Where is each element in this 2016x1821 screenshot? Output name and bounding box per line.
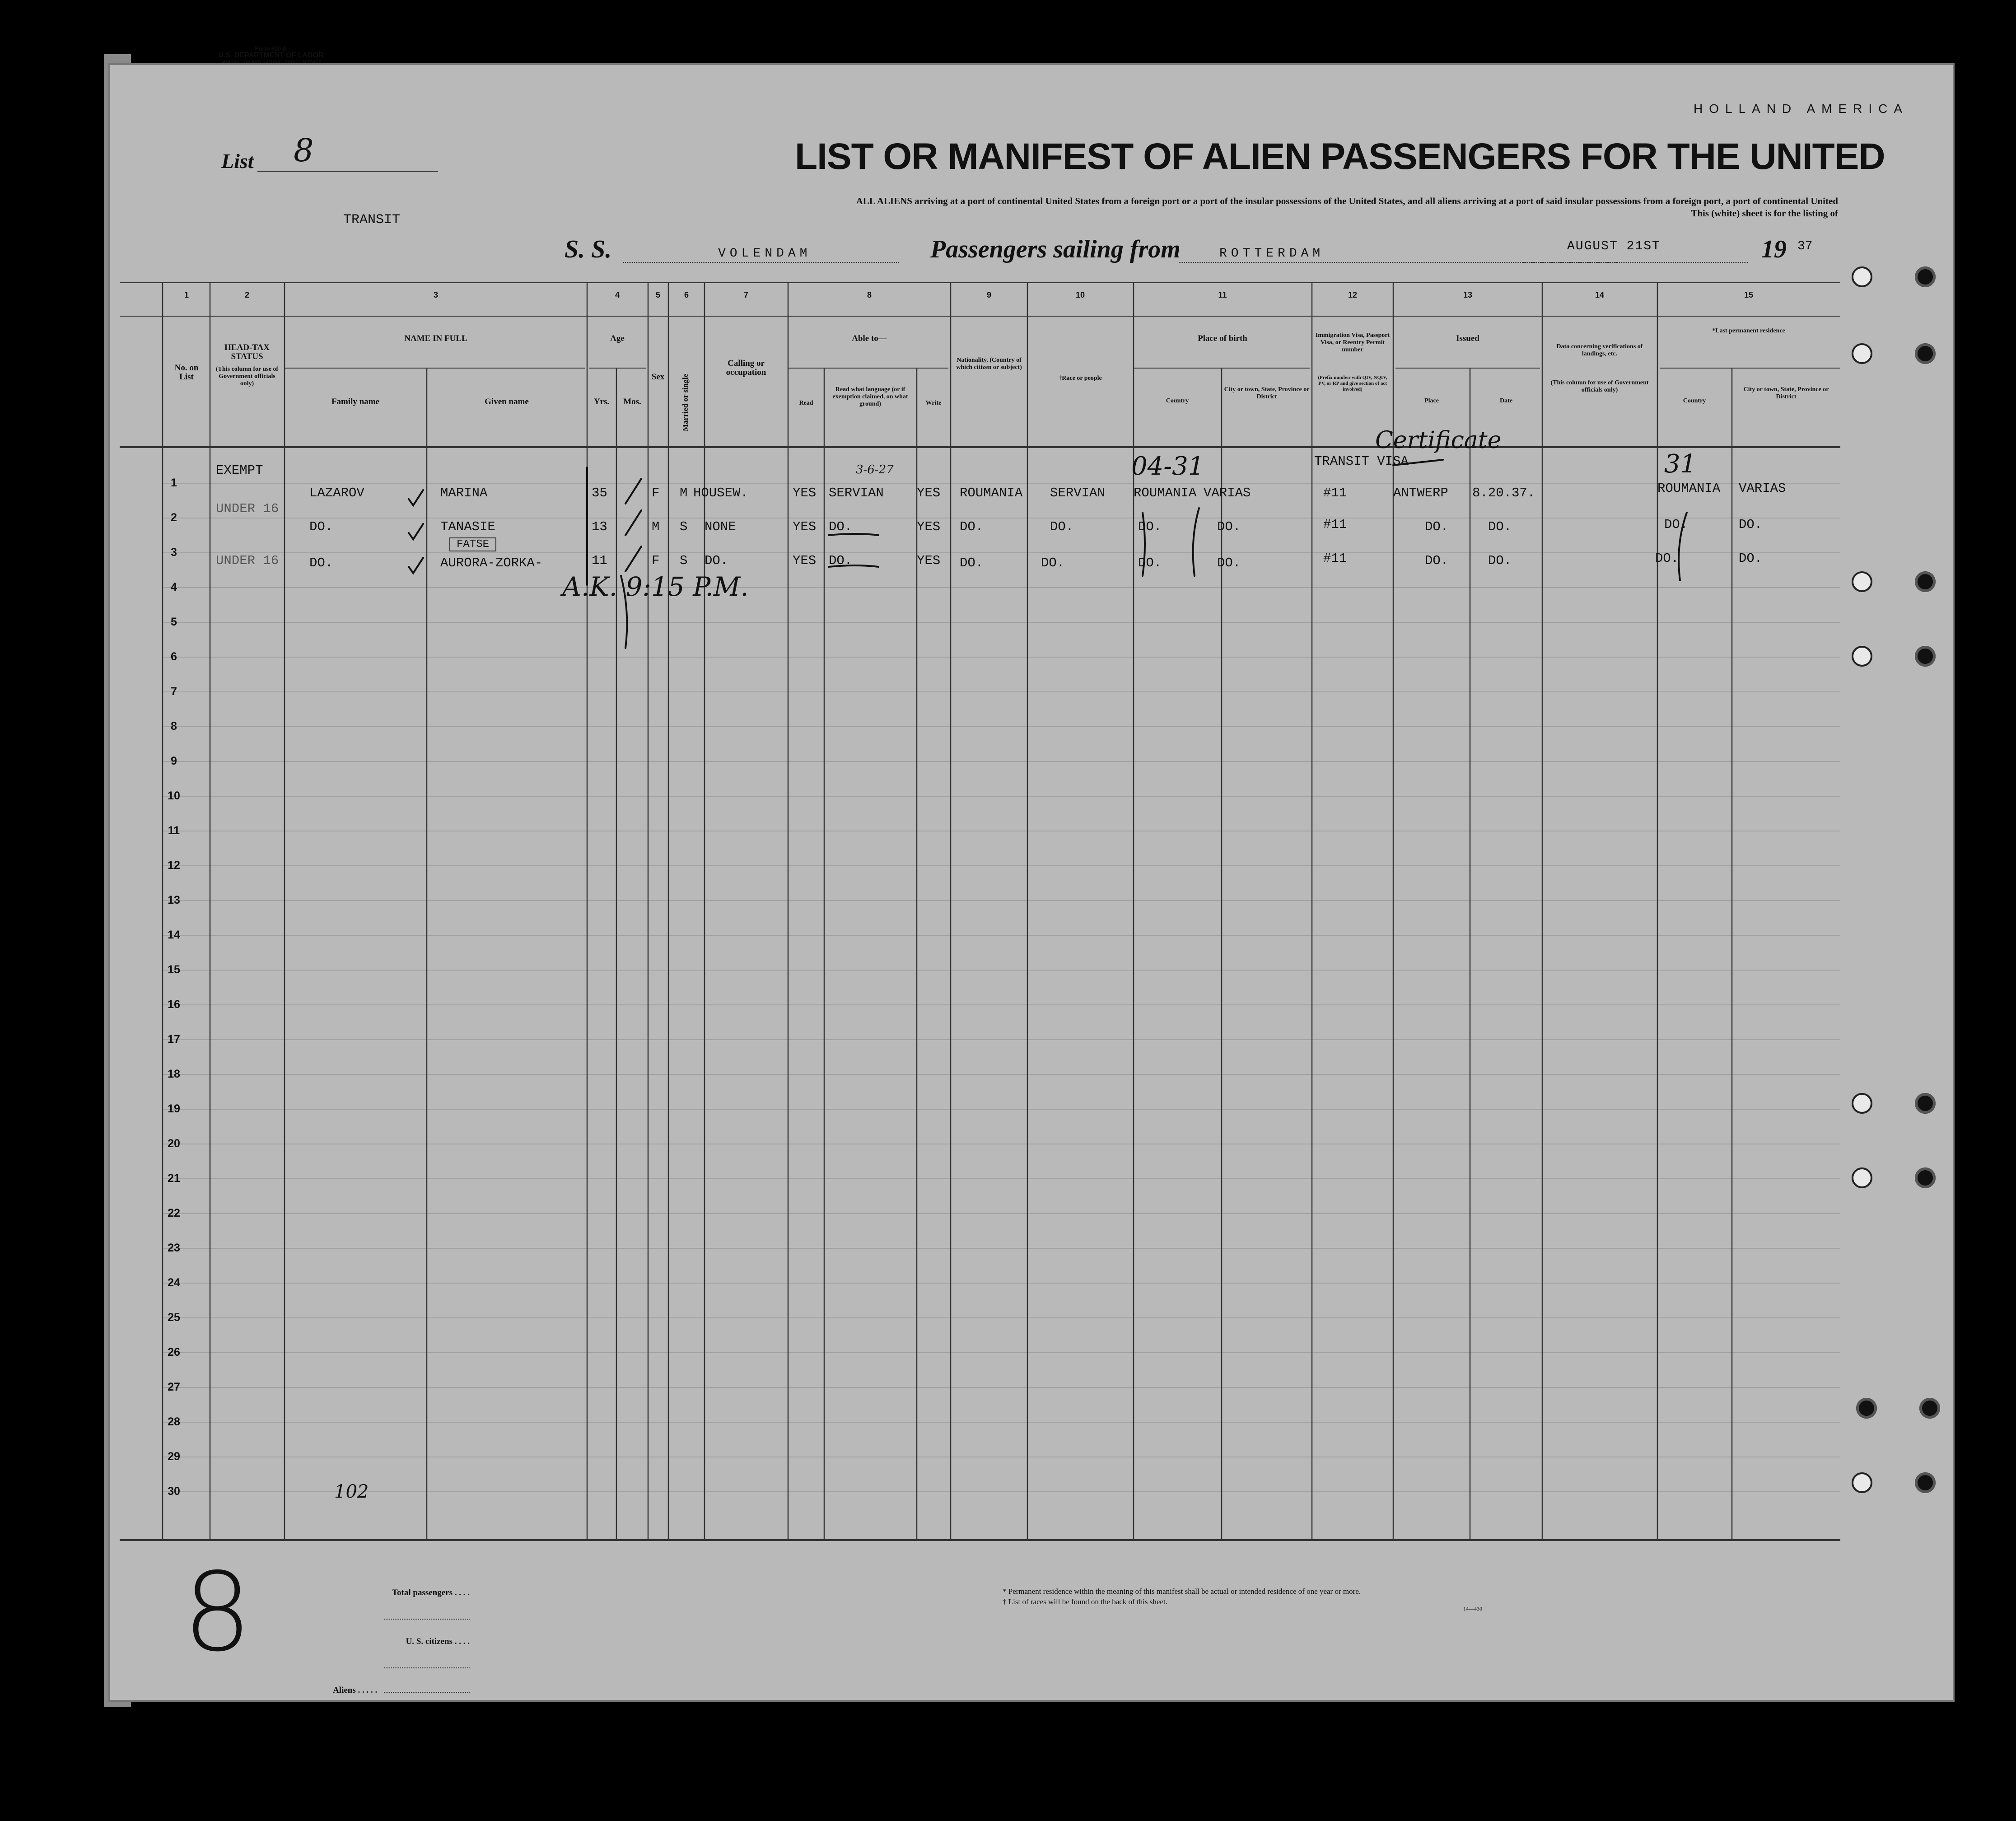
entry-race: DO. [1050, 519, 1074, 534]
entry-marital: S [680, 553, 688, 568]
manifest-instructions [470, 195, 1838, 219]
row-number: 4 [171, 581, 177, 593]
footnote-residence: * Permanent residence within the meaning of this manifest shall be actual or intended residence of one year or more. [1003, 1587, 1361, 1596]
entry-calling: HOUSEW. [693, 486, 748, 500]
entry-race: SERVIAN [1050, 486, 1105, 500]
handwritten-count: 102 [334, 1481, 369, 1502]
binder-hole [1915, 571, 1936, 592]
year-prefix: 19 [1761, 235, 1787, 263]
list-number-line [221, 132, 314, 173]
row-number: 10 [168, 789, 180, 802]
entry-issued-date: DO. [1488, 553, 1512, 568]
total-passengers-field [384, 1619, 470, 1620]
col-num-7: 7 [743, 290, 749, 299]
entry-head-tax: UNDER 16 [216, 553, 279, 568]
entry-age-yrs: 11 [592, 553, 607, 568]
col-num-3: 3 [433, 290, 439, 299]
entry-language: DO. [829, 519, 853, 534]
entry-age-yrs: 35 [592, 486, 607, 500]
binder-hole [1856, 1398, 1877, 1419]
department-name: U.S. DEPARTMENT OF LABOR [218, 51, 324, 59]
entry-issued-date: DO. [1488, 519, 1512, 534]
entry-visa: #11 [1323, 486, 1347, 500]
shipping-line-name: HOLLAND AMERICA [1694, 102, 1909, 116]
header-data-concerning: Data concerning verifications of landings, etc. [1556, 343, 1643, 357]
header-data-note: (This column for use of Government officials only) [1550, 379, 1649, 393]
entry-visa: #11 [1323, 517, 1347, 532]
entry-birth-country: DO. [1138, 519, 1162, 534]
header-head-tax-note: (This column for use of Government officials only) [215, 366, 279, 387]
instructions-line-2: This (white) sheet is for the listing of [1691, 208, 1838, 219]
entry-issued-place: ANTWERP [1393, 486, 1448, 500]
list-number: 8 [294, 132, 314, 169]
entry-birth-city: DO. [1217, 556, 1241, 570]
header-write: Write [925, 400, 942, 406]
row-number: 18 [168, 1068, 180, 1080]
fatse-box: FATSE [449, 537, 496, 551]
entry-given-name: AURORA-ZORKA- [440, 556, 543, 570]
entry-residence-country: ROUMANIA [1657, 481, 1721, 496]
entry-head-tax: EXEMPT [216, 463, 263, 478]
header-nationality: Nationality. (Country of which citizen or subject) [956, 357, 1022, 371]
entry-calling: DO. [705, 553, 728, 568]
ship-dots [623, 262, 899, 263]
form-number: Form 500 B [255, 45, 287, 52]
row-number: 2 [171, 511, 177, 524]
header-issued: Issued [1456, 334, 1479, 343]
binder-hole [1852, 571, 1872, 592]
aliens-field [384, 1692, 470, 1693]
header-issued-date: Date [1500, 397, 1512, 404]
binder-hole [1852, 1093, 1872, 1114]
footnote-races: † List of races will be found on the back of this sheet. [1003, 1597, 1167, 1606]
header-race: †Race or people [1059, 375, 1102, 382]
col-num-5: 5 [655, 290, 661, 299]
us-citizens-field [384, 1667, 470, 1668]
total-passengers-row: Total passengers . . . . [325, 1581, 470, 1630]
row-number: 21 [168, 1172, 180, 1185]
entry-birth-country: ROUMANIA [1134, 486, 1197, 500]
us-citizens-row: U. S. citizens . . . . [325, 1630, 470, 1678]
header-residence-city: City or town, State, Province or District [1743, 386, 1829, 400]
form-header [212, 45, 330, 65]
row-number: 27 [168, 1381, 180, 1393]
entry-family-name: DO. [309, 519, 333, 534]
row-number: 6 [171, 650, 177, 663]
binder-hole [1915, 266, 1936, 287]
ship-line [565, 235, 1852, 262]
row-number: 13 [168, 894, 180, 906]
ship-name: VOLENDAM [718, 247, 812, 261]
sailing-label: Passengers sailing from [930, 235, 1181, 263]
entry-write: YES [917, 486, 941, 500]
binder-hole [1915, 1167, 1936, 1188]
year-suffix: 37 [1797, 239, 1813, 253]
header-no-on-list: No. on List [174, 363, 199, 382]
entry-residence-city: DO. [1739, 517, 1763, 532]
entry-write: YES [917, 519, 941, 534]
entry-read: YES [793, 553, 817, 568]
header-read: Read [799, 400, 813, 406]
header-family-name: Family name [331, 397, 380, 406]
col-num-11: 11 [1218, 290, 1227, 299]
row-number: 28 [168, 1415, 180, 1428]
entry-read: YES [793, 486, 817, 500]
entry-sex: F [652, 486, 660, 500]
row-number: 29 [168, 1450, 180, 1463]
binder-hole [1915, 1093, 1936, 1114]
header-residence-country: Country [1683, 397, 1706, 404]
col-num-2: 2 [244, 290, 250, 299]
sailing-date: AUGUST 21ST [1567, 239, 1661, 253]
entry-residence-country: DO. [1655, 551, 1679, 566]
total-passengers-label: Total passengers [392, 1588, 453, 1597]
entry-family-name: DO. [309, 556, 333, 570]
aliens-label: Aliens [333, 1686, 356, 1695]
entry-issued-place: DO. [1425, 519, 1449, 534]
entry-marital: M [680, 486, 688, 500]
handwritten-code-31: 31 [1664, 449, 1697, 479]
header-able-to: Able to— [852, 334, 887, 343]
form-code: 14—430 [1463, 1606, 1482, 1612]
header-birth-city: City or town, State, Province or District [1224, 386, 1310, 400]
col-num-10: 10 [1075, 290, 1085, 299]
row-number: 30 [168, 1485, 180, 1498]
row-number: 25 [168, 1311, 180, 1324]
entry-nationality: ROUMANIA [960, 486, 1023, 500]
header-married-single: Married or single [681, 374, 690, 431]
row-number: 12 [168, 859, 180, 872]
list-underline [257, 171, 438, 172]
header-calling: Calling or occupation [726, 359, 766, 377]
entry-residence-city: DO. [1739, 551, 1763, 566]
row-number: 23 [168, 1242, 180, 1254]
binder-hole [1852, 646, 1872, 667]
row-number: 15 [168, 963, 180, 976]
transit-visa-stamp: TRANSIT VISA [1314, 454, 1409, 469]
entry-issued-place: DO. [1425, 553, 1449, 568]
table-grid [120, 282, 1840, 1542]
footnotes [1003, 1586, 1361, 1607]
col-num-12: 12 [1348, 290, 1358, 299]
entry-race: DO. [1041, 556, 1065, 570]
list-label: List [221, 149, 254, 173]
row-number: 11 [168, 824, 180, 837]
header-sex: Sex [651, 372, 665, 382]
header-age: Age [610, 334, 625, 343]
header-visa-note: (Prefix number with QIV, NQIV, PV, or RP and give section of act involved) [1318, 375, 1387, 392]
entry-nationality: DO. [960, 556, 984, 570]
handwritten-margin-8: 8 [183, 1549, 252, 1676]
entry-issued-date: 8.20.37. [1472, 486, 1535, 500]
service-name: IMMIGRATION AND NATURALIZATION SERVICE [220, 60, 322, 64]
row-number: 9 [171, 755, 177, 767]
row-number: 17 [168, 1033, 180, 1046]
entry-residence-city: VARIAS [1739, 481, 1786, 496]
binder-hole [1915, 646, 1936, 667]
entry-head-tax: UNDER 16 [216, 501, 279, 516]
row-number: 22 [168, 1207, 180, 1219]
binder-hole [1852, 343, 1872, 364]
entry-marital: S [680, 519, 688, 534]
entry-sex: F [652, 553, 660, 568]
header-issued-place: Place [1424, 397, 1439, 404]
totals-block [325, 1581, 470, 1703]
col-num-15: 15 [1744, 290, 1754, 299]
entry-language: SERVIAN [829, 486, 884, 500]
row-number: 3 [171, 546, 177, 559]
binder-hole [1852, 266, 1872, 287]
header-read-language: Read what language (or if exemption claimed, on what ground) [832, 386, 908, 407]
row-number: 7 [171, 685, 177, 698]
header-visa: Immigration Visa, Passport Visa, or Reentry Permit number [1315, 332, 1390, 353]
date-dots [1522, 262, 1748, 263]
header-head-tax: HEAD-TAX STATUS [224, 343, 270, 361]
header-yrs: Yrs. [593, 397, 610, 406]
handwritten-language-note: 3-6-27 [856, 463, 894, 476]
col-num-1: 1 [184, 290, 189, 299]
header-birth-country: Country [1166, 397, 1189, 404]
entry-family-name: LAZAROV [309, 486, 364, 500]
binder-hole [1919, 1398, 1940, 1419]
row-number: 14 [168, 929, 180, 941]
entry-read: YES [793, 519, 817, 534]
binder-hole [1915, 343, 1936, 364]
us-citizens-label: U. S. citizens [406, 1637, 453, 1646]
entry-write: YES [917, 553, 941, 568]
entry-given-name: TANASIE [440, 519, 495, 534]
sailing-port: ROTTERDAM [1219, 247, 1325, 261]
entry-given-name: MARINA [440, 486, 488, 500]
col-num-9: 9 [986, 290, 992, 299]
col-num-14: 14 [1595, 290, 1605, 299]
row-number: 1 [171, 476, 177, 489]
col-num-6: 6 [684, 290, 689, 299]
aliens-row: Aliens . . . . . [325, 1678, 470, 1703]
header-mos: Mos. [623, 397, 641, 406]
header-given-name: Given name [485, 397, 529, 406]
entry-nationality: DO. [960, 519, 984, 534]
col-num-13: 13 [1463, 290, 1473, 299]
handwritten-certificate: Certificate [1375, 427, 1502, 454]
binder-hole [1852, 1167, 1872, 1188]
entry-birth-country: DO. [1138, 556, 1162, 570]
header-name-in-full: NAME IN FULL [404, 334, 467, 343]
binder-hole [1852, 1472, 1872, 1493]
binder-hole [1915, 1472, 1936, 1493]
row-number: 24 [168, 1276, 180, 1289]
row-number: 16 [168, 998, 180, 1011]
row-number: 8 [171, 720, 177, 733]
handwritten-code-04-31: 04-31 [1131, 452, 1204, 481]
header-place-of-birth: Place of birth [1198, 334, 1247, 343]
entry-language: DO. [829, 553, 853, 568]
row-number: 19 [168, 1102, 180, 1115]
transit-stamp: TRANSIT [343, 212, 401, 228]
row-number: 20 [168, 1137, 180, 1150]
instructions-line-1: ALL ALIENS arriving at a port of continental United States from a foreign port or a port of the insular possessions of the United States, and all aliens arriving at a port of said insular possessions from a foreign port, a port of continental United [856, 196, 1838, 206]
entry-visa: #11 [1323, 551, 1347, 566]
row-number: 5 [171, 616, 177, 628]
entry-sex: M [652, 519, 660, 534]
col-num-4: 4 [615, 290, 620, 299]
manifest-title: LIST OR MANIFEST OF ALIEN PASSENGERS FOR THE UNITED [795, 136, 1885, 177]
entry-calling: NONE [705, 519, 736, 534]
row-number: 26 [168, 1346, 180, 1359]
ship-label: S. S. [565, 235, 612, 263]
inspector-signature: A.K. 9:15 P.M. [562, 571, 749, 602]
entry-birth-city: VARIAS [1204, 486, 1251, 500]
header-last-residence: *Last permanent residence [1712, 327, 1785, 334]
entry-birth-city: DO. [1217, 519, 1241, 534]
entry-age-yrs: 13 [592, 519, 607, 534]
entry-residence-country: DO. [1664, 517, 1688, 532]
col-num-8: 8 [867, 290, 872, 299]
